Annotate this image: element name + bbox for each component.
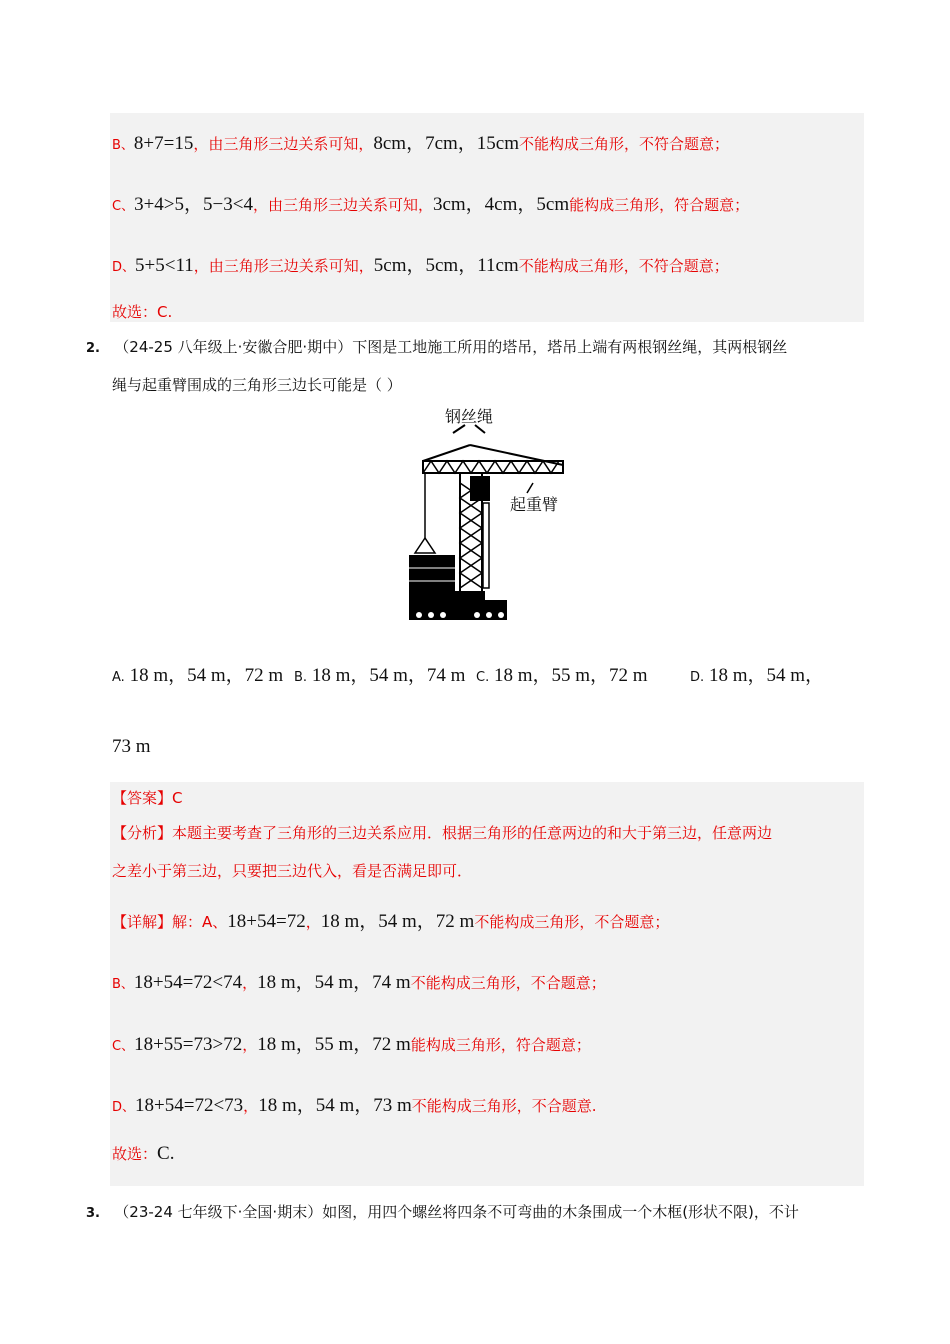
label: C、 xyxy=(112,1039,135,1054)
label: C、 xyxy=(112,199,135,214)
reason: ，由三角形三边关系可知， xyxy=(193,135,374,153)
option-label: D. xyxy=(690,670,705,685)
values: 18 m，54 m，74 m xyxy=(257,972,411,993)
detail-line-b xyxy=(112,967,606,994)
conclusion: 能构成三角形，符合题意； xyxy=(410,1036,591,1054)
conclusion: 能构成三角形，符合题意； xyxy=(569,196,750,214)
question-2-line-2: 绳与起重臂围成的三角形三边长可能是（ ） xyxy=(112,376,402,394)
option-label: B. xyxy=(294,670,308,685)
label: D、 xyxy=(112,260,136,275)
detail-intro: 解：A、 xyxy=(172,913,228,931)
values: 8cm，7cm，15cm xyxy=(373,133,520,154)
tower-crane-figure xyxy=(405,403,575,628)
reason: ，由三角形三边关系可知， xyxy=(252,196,433,214)
formula: 18+54=72<74 xyxy=(133,972,243,993)
question-text: 下图是工地施工所用的塔吊，塔吊上端有两根钢丝绳，其两根钢丝 xyxy=(352,338,788,356)
option-value: 18 m，55 m，72 m xyxy=(494,665,648,686)
conclusion: 不能构成三角形，不合题意. xyxy=(411,1097,597,1115)
label: B、 xyxy=(112,977,134,992)
analysis-text: 本题主要考查了三角形的三边关系应用．根据三角形的任意两边的和大于第三边，任意两边 xyxy=(172,824,773,842)
formula: 8+7=15 xyxy=(133,133,194,154)
reason: ，由三角形三边关系可知， xyxy=(193,257,374,275)
label-boom-arm: 起重臂 xyxy=(510,495,559,514)
question-number: 3. xyxy=(86,1206,100,1221)
conclusion: 不能构成三角形，不合题意； xyxy=(474,913,670,931)
final-choice: 故选：C. xyxy=(112,303,173,321)
conclusion: 不能构成三角形，不符合题意； xyxy=(518,257,729,275)
final-label: 故选： xyxy=(112,1145,158,1163)
option-d-continued: 73 m xyxy=(112,736,151,757)
option-value: 18 m，54 m， xyxy=(708,665,824,686)
option-label: C. xyxy=(476,670,490,685)
formula: 18+55=73>72 xyxy=(134,1034,243,1055)
question-source: （23-24 七年级下·全国·期末） xyxy=(114,1203,323,1221)
detail-line-a xyxy=(112,906,669,933)
detail-line-c xyxy=(112,1029,591,1056)
values: 18 m，55 m，72 m xyxy=(257,1034,411,1055)
sep: ， xyxy=(242,974,258,992)
values: 3cm，4cm，5cm xyxy=(432,194,570,215)
question-3-line-1 xyxy=(86,1201,799,1222)
sep: ， xyxy=(243,1097,259,1115)
values: 5cm，5cm，11cm xyxy=(373,255,519,276)
label-wire-rope: 钢丝绳 xyxy=(445,407,494,426)
final-value: C. xyxy=(157,1143,175,1164)
option-a xyxy=(112,660,283,687)
question-number: 2. xyxy=(86,341,100,356)
option-d xyxy=(690,660,824,687)
question-text: 如图，用四个螺丝将四条不可弯曲的木条围成一个木框(形状不限)，不计 xyxy=(322,1203,799,1221)
formula: 18+54=72 xyxy=(227,911,306,932)
label: B、 xyxy=(112,138,134,153)
detail-line-d xyxy=(112,1090,597,1117)
detail-tag: 【详解】 xyxy=(112,913,173,931)
label: D、 xyxy=(112,1100,136,1115)
conclusion: 不能构成三角形，不符合题意； xyxy=(519,135,730,153)
solution-line-d xyxy=(112,250,729,277)
formula: 3+4>5，5−3<4 xyxy=(134,194,253,215)
option-b xyxy=(294,660,465,687)
analysis-line-2: 之差小于第三边，只要把三边代入，看是否满足即可． xyxy=(112,862,473,880)
sep: ， xyxy=(242,1036,258,1054)
question-2-line-1 xyxy=(86,336,787,357)
solution-line-c xyxy=(112,189,749,216)
answer: 【答案】C xyxy=(112,789,183,807)
solution-line-b xyxy=(112,128,729,155)
option-value: 18 m，54 m，72 m xyxy=(129,665,284,686)
question-source: （24-25 八年级上·安徽合肥·期中） xyxy=(114,338,353,356)
conclusion: 不能构成三角形，不合题意； xyxy=(410,974,606,992)
analysis-tag: 【分析】 xyxy=(112,824,173,842)
option-c xyxy=(476,660,648,687)
option-label: A. xyxy=(112,670,125,685)
values: 18 m，54 m，72 m xyxy=(320,911,475,932)
option-value: 18 m，54 m，74 m xyxy=(311,665,466,686)
analysis-line-1 xyxy=(112,822,772,843)
sep: ， xyxy=(305,913,321,931)
formula: 5+5<11 xyxy=(135,255,194,276)
final-answer xyxy=(112,1143,174,1165)
formula: 18+54=72<73 xyxy=(135,1095,244,1116)
values: 18 m，54 m，73 m xyxy=(258,1095,412,1116)
